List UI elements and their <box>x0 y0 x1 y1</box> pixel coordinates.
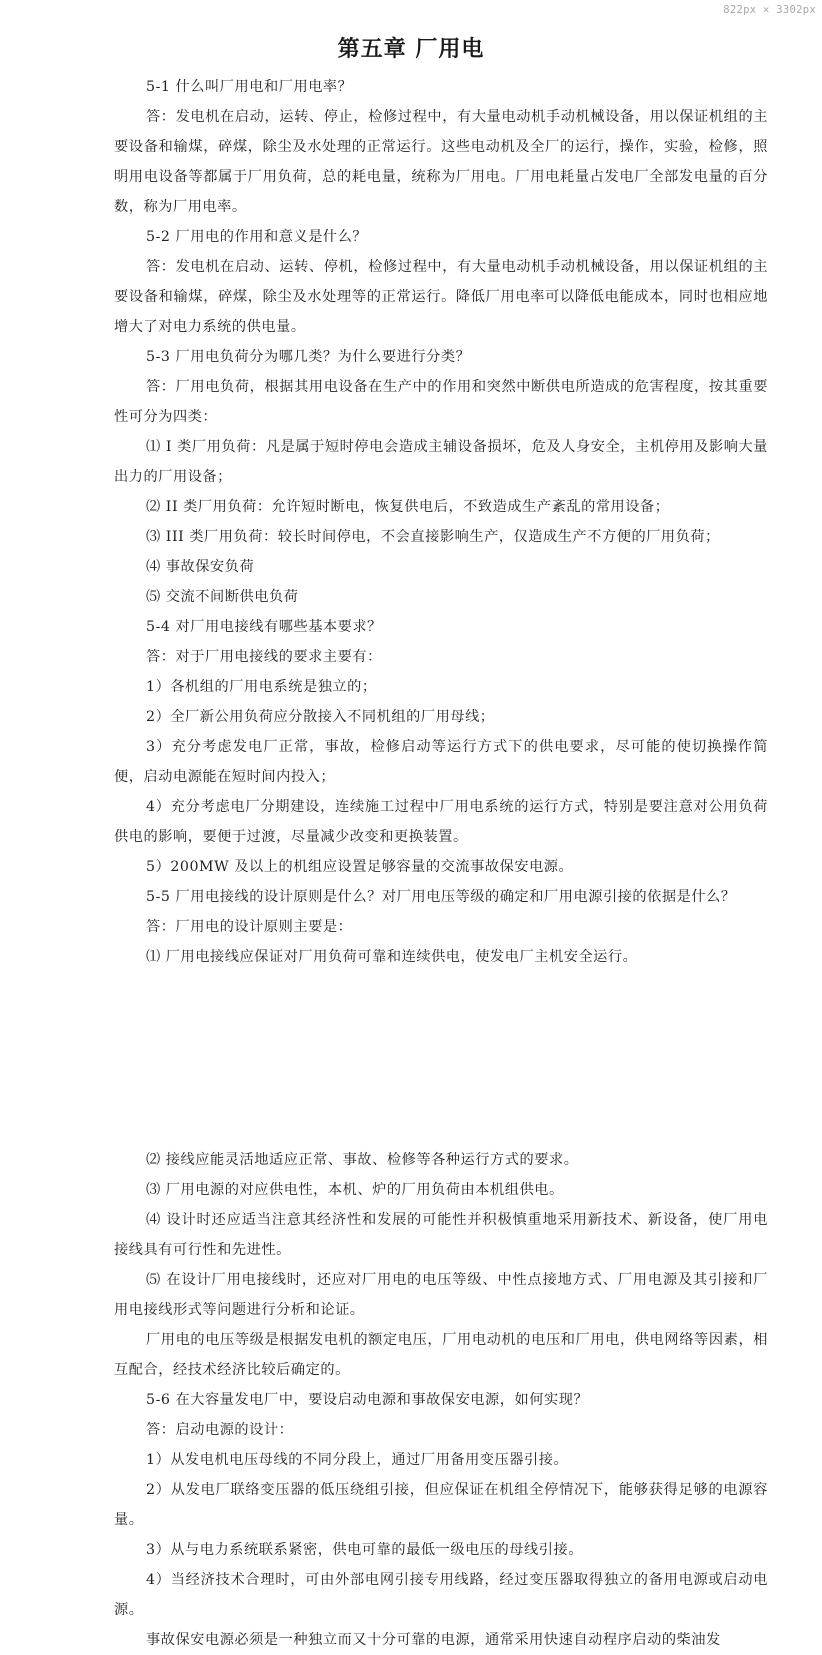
body-text-block-1 <box>114 72 768 972</box>
answer-5-2: 答：发电机在启动、运转、停机，检修过程中，有大量电动机手动机械设备，用以保证机组的主要设备和输煤，碎煤，除尘及水处理等的正常运行。降低厂用电率可以降低电能成本，同时也相应地增大了对电力系统的供电量。 <box>114 259 768 335</box>
image-size-label: 822px × 3302px <box>723 4 816 16</box>
list-item: 2）从发电厂联络变压器的低压绕组引接，但应保证在机组全停情况下，能够获得足够的电源容量。 <box>114 1482 768 1528</box>
list-item: ⑸ 在设计厂用电接线时，还应对厂用电的电压等级、中性点接地方式、厂用电源及其引接和厂用电接线形式等问题进行分析和论证。 <box>114 1272 768 1318</box>
question-5-3: 5-3 厂用电负荷分为哪几类？为什么要进行分类？ <box>146 349 471 365</box>
answer-5-6: 答：启动电源的设计： <box>146 1422 294 1438</box>
question-5-1: 5-1 什么叫厂用电和厂用电率？ <box>146 79 353 95</box>
list-item: ⑶ III 类厂用负荷：较长时间停电，不会直接影响生产，仅造成生产不方便的厂用负荷； <box>146 529 720 545</box>
list-item: ⑷ 设计时还应适当注意其经济性和发展的可能性并积极慎重地采用新技术、新设备，使厂用电接线具有可行性和先进性。 <box>114 1212 768 1258</box>
list-item: 3）从与电力系统联系紧密，供电可靠的最低一级电压的母线引接。 <box>146 1542 583 1558</box>
paragraph: 事故保安电源必须是一种独立而又十分可靠的电源，通常采用快速自动程序启动的柴油发 <box>146 1632 721 1648</box>
chapter-title: 第五章 厂用电 <box>337 37 485 62</box>
list-item: 2）全厂新公用负荷应分散接入不同机组的厂用母线； <box>146 709 495 725</box>
body-text-block-2 <box>114 1145 768 1655</box>
list-item: ⑷ 事故保安负荷 <box>146 559 255 575</box>
question-5-4: 5-4 对厂用电接线有哪些基本要求？ <box>146 619 382 635</box>
list-item: 1）各机组的厂用电系统是独立的； <box>146 679 377 695</box>
answer-5-3: 答：厂用电负荷，根据其用电设备在生产中的作用和突然中断供电所造成的危害程度，按其重要性可分为四类： <box>114 379 768 425</box>
answer-5-5: 答：厂用电的设计原则主要是： <box>146 919 353 935</box>
list-item: ⑵ II 类厂用负荷：允许短时断电，恢复供电后，不致造成生产紊乱的常用设备； <box>146 499 670 515</box>
answer-5-1: 答：发电机在启动，运转、停止，检修过程中，有大量电动机手动机械设备，用以保证机组的主要设备和输煤，碎煤，除尘及水处理的正常运行。这些电动机及全厂的运行，操作，实验，检修，照明用电设备等都属于厂用负荷，总的耗电量，统称为厂用电。厂用电耗量占发电厂全部发电量的百分数，称为厂用电率。 <box>114 109 768 215</box>
list-item: ⑶ 厂用电源的对应供电性，本机、炉的厂用负荷由本机组供电。 <box>146 1182 564 1198</box>
question-5-5: 5-5 厂用电接线的设计原则是什么？对厂用电压等级的确定和厂用电源引接的依据是什么？ <box>146 889 736 905</box>
list-item: 1）从发电机电压母线的不同分段上，通过厂用备用变压器引接。 <box>146 1452 569 1468</box>
answer-5-4: 答：对于厂用电接线的要求主要有： <box>146 649 382 665</box>
question-5-6: 5-6 在大容量发电厂中，要设启动电源和事故保安电源，如何实现？ <box>146 1392 589 1408</box>
question-5-2: 5-2 厂用电的作用和意义是什么？ <box>146 229 368 245</box>
list-item: ⑸ 交流不间断供电负荷 <box>146 589 299 605</box>
list-item: 4）充分考虑电厂分期建设，连续施工过程中厂用电系统的运行方式，特别是要注意对公用负荷供电的影响，要便于过渡，尽量减少改变和更换装置。 <box>114 799 768 845</box>
list-item: ⑵ 接线应能灵活地适应正常、事故、检修等各种运行方式的要求。 <box>146 1152 579 1168</box>
list-item: 5）200MW 及以上的机组应设置足够容量的交流事故保安电源。 <box>146 859 574 875</box>
list-item: 3）充分考虑发电厂正常，事故，检修启动等运行方式下的供电要求，尽可能的使切换操作简便，启动电源能在短时间内投入； <box>114 739 768 785</box>
list-item: ⑴ 厂用电接线应保证对厂用负荷可靠和连续供电，使发电厂主机安全运行。 <box>146 949 638 965</box>
paragraph: 厂用电的电压等级是根据发电机的额定电压，厂用电动机的电压和厂用电，供电网络等因素，相互配合，经技术经济比较后确定的。 <box>114 1332 768 1378</box>
list-item: ⑴ I 类厂用负荷：凡是属于短时停电会造成主辅设备损坏，危及人身安全，主机停用及影响大量出力的厂用设备； <box>114 439 768 485</box>
list-item: 4）当经济技术合理时，可由外部电网引接专用线路，经过变压器取得独立的备用电源或启动电源。 <box>114 1572 768 1618</box>
